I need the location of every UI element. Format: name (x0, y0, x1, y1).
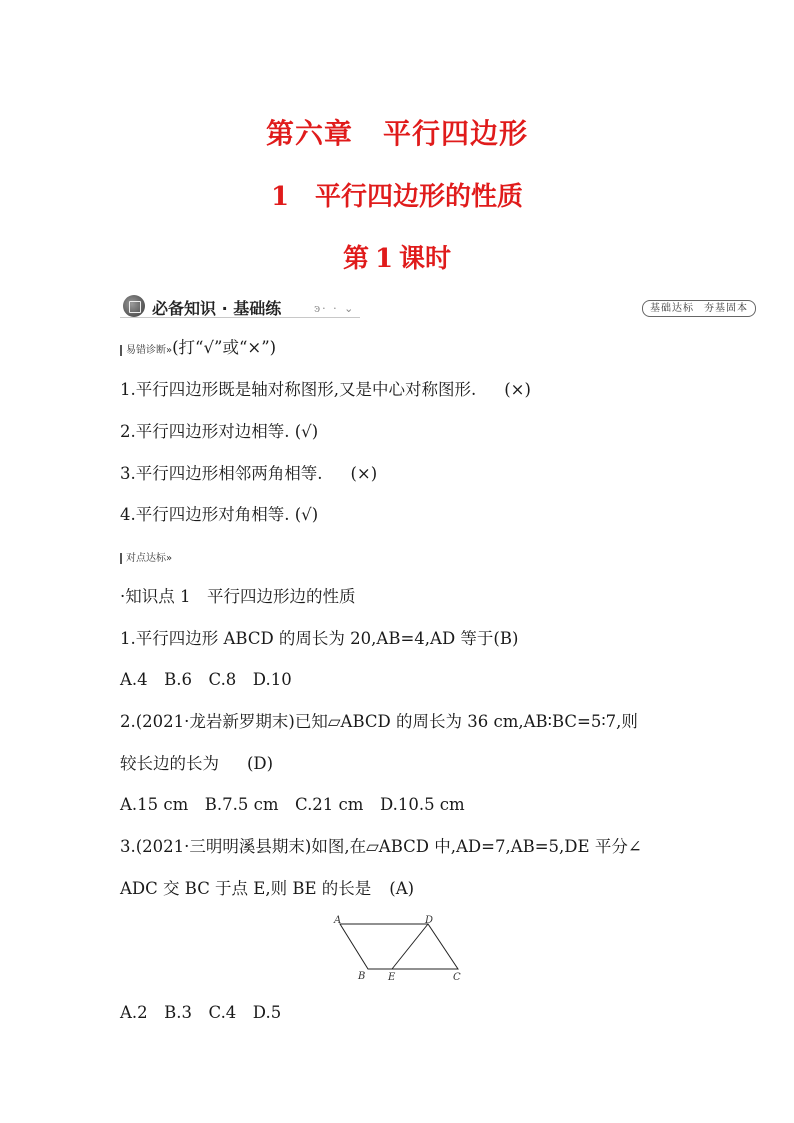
item-text: 4.平行四边形对角相等. (120, 505, 290, 524)
q2-answer: (D) (247, 754, 274, 773)
segment-de (392, 924, 428, 969)
q3-answer: (A) (389, 879, 415, 898)
lesson-number: 1 (374, 244, 394, 274)
section-title (0, 176, 794, 213)
label-d: D (425, 915, 434, 926)
arrow-icon: » (166, 345, 173, 356)
section-name: 平行四边形的性质 (315, 182, 524, 212)
item-mark: (√) (294, 505, 319, 524)
chapter-prefix: 第六章 (265, 117, 353, 150)
diagnosis-item (120, 504, 318, 526)
diagnosis-instruction: (打“√”或“×”) (172, 338, 277, 357)
q2-stem-text: 较长边的长为 (120, 754, 219, 773)
banner-label: 必备知识 · 基础练 (152, 299, 282, 318)
question-1-options: A.4 B.6 C.8 D.10 (120, 670, 292, 689)
parallelogram-figure (330, 912, 470, 982)
knowledge-point: ·知识点 1 平行四边形边的性质 (120, 587, 356, 606)
item-mark: (×) (504, 380, 531, 399)
section-banner (120, 294, 760, 324)
diagnosis-tag: 易错诊断 (120, 345, 166, 356)
banner-tag-a: 基础达标 (650, 303, 694, 314)
item-mark: (×) (350, 464, 378, 483)
item-text: 1.平行四边形既是轴对称图形,又是中心对称图形. (120, 380, 477, 399)
diagnosis-item (120, 379, 531, 401)
banner-tag (642, 300, 756, 317)
diagnosis-header (120, 337, 276, 359)
practice-header (120, 545, 172, 567)
question-2-stem: 2.(2021·龙岩新罗期末)已知▱ABCD 的周长为 36 cm,AB∶BC=5∶7,则 (120, 712, 638, 731)
item-mark: (√) (294, 422, 319, 441)
book-icon (123, 295, 145, 317)
lesson-post: 课时 (399, 244, 452, 274)
label-c: C (453, 972, 461, 982)
question-2-options: A.15 cm B.7.5 cm C.21 cm D.10.5 cm (120, 795, 465, 814)
label-e: E (388, 972, 396, 982)
practice-tag: 对点达标 (120, 553, 166, 564)
lesson-pre: 第 (342, 244, 369, 274)
question-2-stem-cont (120, 753, 273, 775)
item-text: 2.平行四边形对边相等. (120, 422, 290, 441)
question-1-stem: 1.平行四边形 ABCD 的周长为 20,AB=4,AD 等于(B) (120, 629, 519, 648)
chapter-title (0, 112, 794, 152)
question-3-stem-cont (120, 878, 414, 900)
arrow-icon: » (166, 553, 173, 564)
label-a: A (334, 915, 342, 926)
q3-stem-text: ADC 交 BC 于点 E,则 BE 的长是 (120, 879, 372, 898)
banner-dots: ͽ· · ⌄ (314, 302, 356, 315)
lesson-title (0, 238, 794, 275)
parallelogram-outline (340, 924, 458, 969)
diagnosis-item (120, 463, 377, 485)
banner-tag-b: 夯基固本 (704, 303, 748, 314)
question-3-options: A.2 B.3 C.4 D.5 (120, 1003, 282, 1022)
item-text: 3.平行四边形相邻两角相等. (120, 464, 323, 483)
question-3-stem: 3.(2021·三明明溪县期末)如图,在▱ABCD 中,AD=7,AB=5,DE 平分∠ (120, 837, 642, 856)
section-number: 1 (270, 182, 290, 212)
chapter-name: 平行四边形 (383, 117, 529, 150)
diagnosis-item (120, 421, 318, 443)
label-b: B (358, 971, 366, 982)
